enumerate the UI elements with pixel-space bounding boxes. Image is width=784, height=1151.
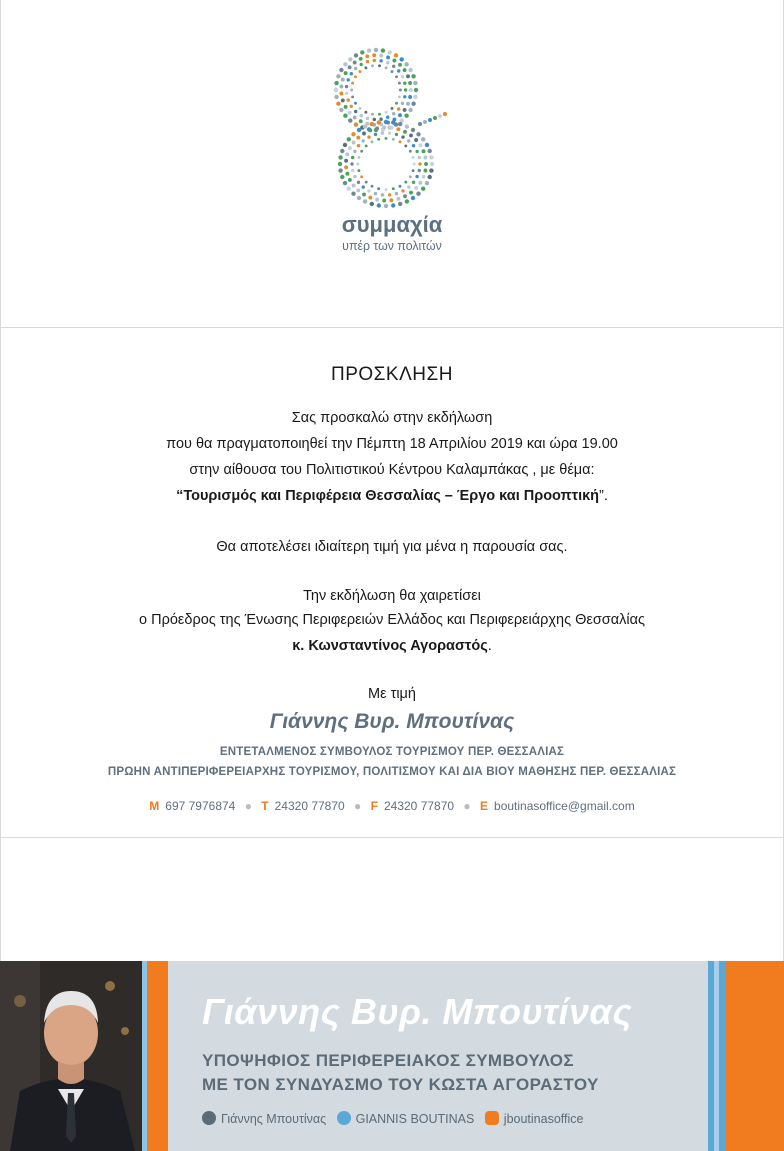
logo-dot (399, 140, 402, 143)
logo-dot (371, 64, 374, 67)
logo-dot (414, 186, 418, 190)
logo-dot (428, 149, 432, 153)
logo-dot (425, 143, 429, 147)
phone-label: T (261, 799, 269, 813)
logo-dot (404, 62, 408, 66)
logo-dot (392, 112, 395, 115)
separator-dot: ● (463, 799, 471, 813)
separator-dot: ● (354, 799, 362, 813)
logo-dot (341, 78, 345, 82)
logo-dot (344, 105, 348, 109)
campaign-banner (0, 961, 784, 1151)
logo-dot (399, 185, 402, 188)
logo-dot (403, 68, 407, 72)
instagram-icon (485, 1111, 499, 1125)
logo-dot (356, 136, 360, 140)
logo-dot (385, 137, 388, 140)
logo-dot (411, 196, 415, 200)
invitation-closing: Με τιμή (368, 686, 416, 702)
logo-dot (404, 181, 407, 184)
logo-dot (344, 165, 348, 169)
logo-dot (364, 66, 367, 69)
logo-dot (379, 54, 383, 58)
invitation-greet-1: Την εκδήλωση θα χαιρετίσει (303, 588, 481, 604)
logo-dot (384, 120, 388, 124)
divider-bottom (0, 837, 784, 838)
logo-dot (359, 57, 363, 61)
logo-dot (403, 194, 407, 198)
logo-dot (371, 140, 374, 143)
logo-dot (360, 150, 363, 153)
logo-dot (359, 119, 363, 123)
invitation-line-2: που θα πραγματοποιηθεί την Πέμπτη 18 Απριλίου 2019 και ώρα 19.00 (166, 436, 618, 452)
mobile-number[interactable]: 697 7976874 (165, 799, 236, 813)
logo-dot (401, 75, 404, 78)
logo-dot (413, 163, 416, 166)
logo-dot (367, 189, 370, 192)
logo-dot (378, 113, 381, 116)
symmaxia-logo (328, 42, 456, 257)
logo-dot (353, 116, 357, 120)
logo-dot (401, 189, 404, 192)
logo-dot (365, 54, 369, 58)
phone-number[interactable]: 24320 77870 (274, 799, 345, 813)
logo-dot (339, 68, 343, 72)
logo-dot (398, 113, 402, 117)
logo-dot (372, 53, 376, 57)
logo-dot (352, 184, 356, 188)
logo-dot (388, 50, 392, 54)
logo-dot (375, 126, 379, 130)
logo-dot (381, 193, 384, 196)
separator-dot: ● (244, 799, 252, 813)
logo-dot (412, 144, 415, 147)
logo-dot (374, 48, 378, 52)
logo-dot (396, 197, 400, 201)
logo-dot (395, 102, 398, 105)
guest-name: κ. Κωνσταντίνος Αγοραστός (292, 638, 488, 654)
invitation-greet-2: ο Πρόεδρος της Ένωσης Περιφερειών Ελλάδος και Περιφερειάρχης Θεσσαλίας (139, 612, 645, 628)
logo-dot (353, 61, 357, 65)
logo-dot (377, 120, 381, 124)
logo-dot (351, 132, 355, 136)
logo-dot (423, 156, 427, 160)
twitter-handle[interactable]: GIANNIS BOUTINAS (355, 1112, 475, 1126)
logo-dot (403, 82, 406, 85)
logo-dot (350, 105, 353, 108)
logo-dot (392, 59, 396, 63)
logo-dot (408, 108, 412, 112)
banner-line-1: ΥΠΟΨΗΦΙΟΣ ΠΕΡΙΦΕΡΕΙΑΚΟΣ ΣΥΜΒΟΥΛΟΣ (202, 1051, 575, 1070)
logo-dot (418, 181, 422, 185)
logo-dot (403, 130, 407, 134)
logo-dot (388, 193, 391, 196)
topic-text: “Τουρισμός και Περιφέρεια Θεσσαλίας – Έργο και Προοπτική (176, 488, 600, 504)
logo-dot (391, 203, 395, 207)
logo-dot (347, 98, 350, 101)
logo-dot (343, 114, 347, 118)
logo-dot (433, 116, 437, 120)
logo-dot (406, 74, 410, 78)
logo-dot (407, 139, 410, 142)
contact-row (0, 799, 784, 813)
logo-dot (362, 132, 366, 136)
logo-dot (344, 159, 348, 163)
logo-dot (360, 114, 363, 117)
logo-dot (374, 133, 377, 136)
logo-dot (339, 108, 343, 112)
logo-dot (336, 102, 340, 106)
logo-dot (428, 118, 432, 122)
logo-dot (370, 122, 374, 126)
fax-label: F (370, 799, 378, 813)
logo-dot (348, 111, 352, 115)
logo-dot (374, 192, 377, 195)
logo-dot (357, 144, 360, 147)
logo-dot (429, 168, 433, 172)
logo-dot (409, 88, 413, 92)
facebook-icon (202, 1111, 216, 1125)
logo-dot (394, 53, 398, 57)
logo-dot (425, 181, 429, 185)
logo-dot (386, 55, 390, 59)
logo-dot (389, 126, 393, 130)
fax-number: 24320 77870 (383, 799, 455, 813)
logo-dot (443, 112, 447, 116)
signature-name: Γιάννης Βυρ. Μπουτίνας (269, 710, 515, 733)
logo-dot (373, 118, 376, 121)
logo-dot (378, 64, 381, 67)
divider-top (0, 327, 784, 328)
logo-dot (353, 150, 356, 153)
signature-role-1: ΕΝΤΕΤΑΛΜΕΝΟΣ ΣΥΜΒΟΥΛΟΣ ΤΟΥΡΙΣΜΟΥ ΠΕΡ. ΘΕΣΣΑΛΙΑΣ (219, 746, 565, 758)
logo-dot (367, 135, 370, 138)
logo-dot (339, 92, 343, 96)
logo-dot (392, 138, 395, 141)
logo-dot (416, 132, 420, 136)
logo-dot (430, 162, 434, 166)
logo-dot (438, 114, 442, 118)
logo-dot (412, 181, 415, 184)
logo-dot (381, 131, 384, 134)
logo-dot (381, 48, 385, 52)
logo-dot (415, 175, 418, 178)
social-links (202, 1111, 583, 1126)
logo-dot (408, 68, 412, 72)
mobile-label: M (149, 799, 160, 813)
logo-dot (370, 202, 374, 206)
logo-dot (351, 192, 355, 196)
logo-dot (350, 162, 353, 165)
logo-dot (356, 188, 360, 192)
logo-dot (395, 133, 398, 136)
logo-dot (371, 113, 374, 116)
logo-dot (339, 85, 343, 89)
logo-dot (404, 88, 407, 91)
logo-dot (398, 63, 402, 67)
logo-dot (377, 187, 380, 190)
logo-dot (401, 135, 404, 138)
logo-dot (357, 128, 361, 132)
logo-dot (403, 108, 407, 112)
invitation-guest (0, 633, 784, 659)
logo-name: συμμαχία (341, 212, 443, 237)
logo-dot (366, 60, 369, 63)
logo-dot (415, 150, 418, 153)
logo-dot (422, 149, 426, 153)
logo-dot (421, 187, 425, 191)
logo-dot (368, 128, 372, 132)
logo-dot (357, 196, 361, 200)
logo-dots-graphic (328, 42, 456, 212)
logo-dot (345, 152, 349, 156)
logo-dot (371, 185, 374, 188)
logo-dot (362, 139, 365, 142)
logo-dot (362, 185, 365, 188)
logo-dot (336, 74, 340, 78)
logo-dot (334, 88, 338, 92)
invitation-topic (0, 483, 784, 509)
email-address[interactable]: boutinasoffice@gmail.com (494, 799, 635, 813)
logo-dot (421, 137, 425, 141)
logo-dot (385, 66, 388, 69)
logo-dot (347, 78, 350, 81)
logo-dot (354, 53, 358, 57)
logo-dot (429, 155, 433, 159)
logo-dot (360, 50, 364, 54)
logo-dot (357, 169, 360, 172)
logo-dot (418, 122, 422, 126)
logo-dot (418, 143, 422, 147)
logo-dot (416, 192, 420, 196)
logo-dot (401, 102, 404, 105)
logo-dot (359, 107, 362, 110)
logo-dot (356, 163, 359, 166)
logo-dot (362, 193, 366, 197)
logo-dot (364, 111, 367, 114)
logo-dot (385, 111, 388, 114)
logo-dot (408, 81, 412, 85)
logo-dot (357, 156, 360, 159)
logo-dot (382, 126, 386, 130)
logo-dot (377, 138, 380, 141)
logo-dot (373, 59, 376, 62)
logo-dot (348, 65, 352, 69)
logo-dot (409, 191, 413, 195)
logo-dot (354, 67, 357, 70)
logo-dot (403, 95, 406, 98)
logo-dot (354, 102, 357, 105)
logo-dot (395, 75, 398, 78)
logo-dot (398, 82, 401, 85)
logo-dot (398, 122, 402, 126)
logo-dot (392, 65, 395, 68)
logo-dot (397, 107, 400, 110)
logo-dot (351, 169, 354, 172)
logo-dot (396, 127, 400, 131)
logo-dot (341, 98, 345, 102)
logo-dot (334, 81, 338, 85)
logo-dot (405, 124, 409, 128)
logo-dot (409, 150, 412, 153)
logo-dot (360, 63, 363, 66)
logo-dot (351, 156, 354, 159)
logo-dot (392, 187, 395, 190)
logo-dot (354, 75, 357, 78)
logo-dot (351, 95, 354, 98)
logo-dot (348, 146, 352, 150)
invitation-line-1: Σας προσκαλώ στην εκδήλωση (291, 410, 493, 426)
logo-dot (412, 156, 415, 159)
invitation-title: ΠΡΟΣΚΛΗΣΗ (331, 364, 453, 385)
logo-dot (360, 175, 363, 178)
logo-dot (352, 141, 356, 145)
logo-dot (422, 175, 426, 179)
logo-dot (379, 118, 382, 121)
logo-dot (418, 156, 421, 159)
logo-dot (338, 162, 342, 166)
logo-dot (363, 199, 367, 203)
logo-dot (404, 114, 408, 118)
logo-dot (418, 169, 421, 172)
signature-role-2: ΠΡΩΗΝ ΑΝΤΙΠΕΡΙΦΕΡΕΙΑΡΧΗΣ ΤΟΥΡΙΣΜΟΥ, ΠΟΛΙΤΙΣΜΟΥ ΚΑΙ ΔΙΑ ΒΙΟΥ ΜΑΘΗΣΗΣ ΠΕΡ. ΘΕΣΣΑΛΙΑΣ (107, 766, 677, 778)
logo-dot (414, 138, 418, 142)
logo-dot (386, 116, 389, 119)
logo-dot (411, 128, 415, 132)
logo-dot (423, 169, 427, 173)
logo-dot (348, 178, 352, 182)
logo-dot (412, 169, 415, 172)
instagram-handle[interactable]: jboutinasoffice (503, 1112, 584, 1126)
logo-dot (350, 89, 353, 92)
candidate-portrait (0, 961, 142, 1151)
guest-end: . (487, 638, 492, 654)
twitter-icon (337, 1111, 351, 1125)
logo-dot (385, 188, 388, 191)
logo-dot (398, 95, 401, 98)
logo-dot (354, 110, 357, 113)
logo-dot (338, 168, 342, 172)
logo-dot (406, 102, 410, 106)
logo-dot (423, 120, 427, 124)
logo-dot (344, 71, 348, 75)
candidate-photo (0, 961, 142, 1151)
logo-dot (397, 69, 400, 72)
logo-dot (368, 196, 372, 200)
logo-dot (391, 120, 395, 124)
logo-dot (388, 131, 391, 134)
logo-dot (398, 202, 402, 206)
logo-dot (382, 199, 386, 203)
topic-end: ”. (599, 488, 608, 504)
logo-dot (400, 57, 404, 61)
logo-dot (375, 198, 379, 202)
logo-dot (409, 133, 413, 137)
logo-dot (345, 172, 349, 176)
stripe-orange-main (147, 961, 168, 1151)
banner-name: Γιάννης Βυρ. Μπουτίνας (202, 991, 633, 1032)
logo-dot (424, 162, 428, 166)
banner-line-2: ΜΕ ΤΟΝ ΣΥΝΔΥΑΣΜΟ ΤΟΥ ΚΩΣΤΑ ΑΓΟΡΑΣΤΟΥ (202, 1075, 599, 1094)
logo-dot (395, 192, 398, 195)
logo-dot (391, 107, 394, 110)
logo-dot (411, 74, 415, 78)
logo-dot (404, 144, 407, 147)
logo-dot (366, 117, 369, 120)
logo-dot (408, 95, 412, 99)
logo-dot (414, 88, 418, 92)
logo-dot (411, 102, 415, 106)
logo-dot (359, 70, 362, 73)
logo-dot (409, 175, 412, 178)
logo-dot (363, 124, 367, 128)
stripe-orange-right (725, 961, 784, 1151)
logo-dot (340, 175, 344, 179)
logo-dot (343, 143, 347, 147)
logo-dot (418, 162, 421, 165)
logo-dot (405, 199, 409, 203)
logo-dot (428, 175, 432, 179)
logo-dot (345, 92, 348, 95)
logo-dot (367, 48, 371, 52)
logo-dot (365, 144, 368, 147)
logo-dot (343, 181, 347, 185)
logo-dot (377, 203, 381, 207)
logo-dot (340, 149, 344, 153)
logo-dot (379, 59, 382, 62)
logo-dot (354, 122, 358, 126)
invitation-honor: Θα αποτελέσει ιδιαίτερη τιμή για μένα η παρουσία σας. (216, 539, 568, 555)
logo-dot (389, 198, 393, 202)
logo-dot (413, 81, 417, 85)
logo-dot (343, 62, 347, 66)
logo-dot (347, 187, 351, 191)
invitation-line-3: στην αίθουσα του Πολιτιστικού Κέντρου Καλαμπάκας , με θέμα: (189, 462, 595, 478)
logo-dot (351, 82, 354, 85)
logo-dot (357, 181, 360, 184)
logo-dot (407, 185, 410, 188)
logo-dot (365, 181, 368, 184)
logo-dot (384, 204, 388, 208)
logo-dot (399, 89, 402, 92)
logo-dot (353, 175, 356, 178)
logo-dot (386, 61, 389, 64)
logo-dot (413, 95, 417, 99)
logo-dot (350, 72, 353, 75)
logo-dot (347, 137, 351, 141)
logo-dot (348, 57, 352, 61)
logo-tagline: υπέρ των πολιτών (342, 238, 442, 253)
logo-dot (345, 85, 348, 88)
logo-dot (391, 70, 394, 73)
email-label: E (480, 799, 489, 813)
logo-dot (334, 95, 338, 99)
facebook-handle[interactable]: Γιάννης Μπουτίνας (221, 1112, 327, 1126)
logo-dot (338, 155, 342, 159)
logo-dot (348, 118, 352, 122)
